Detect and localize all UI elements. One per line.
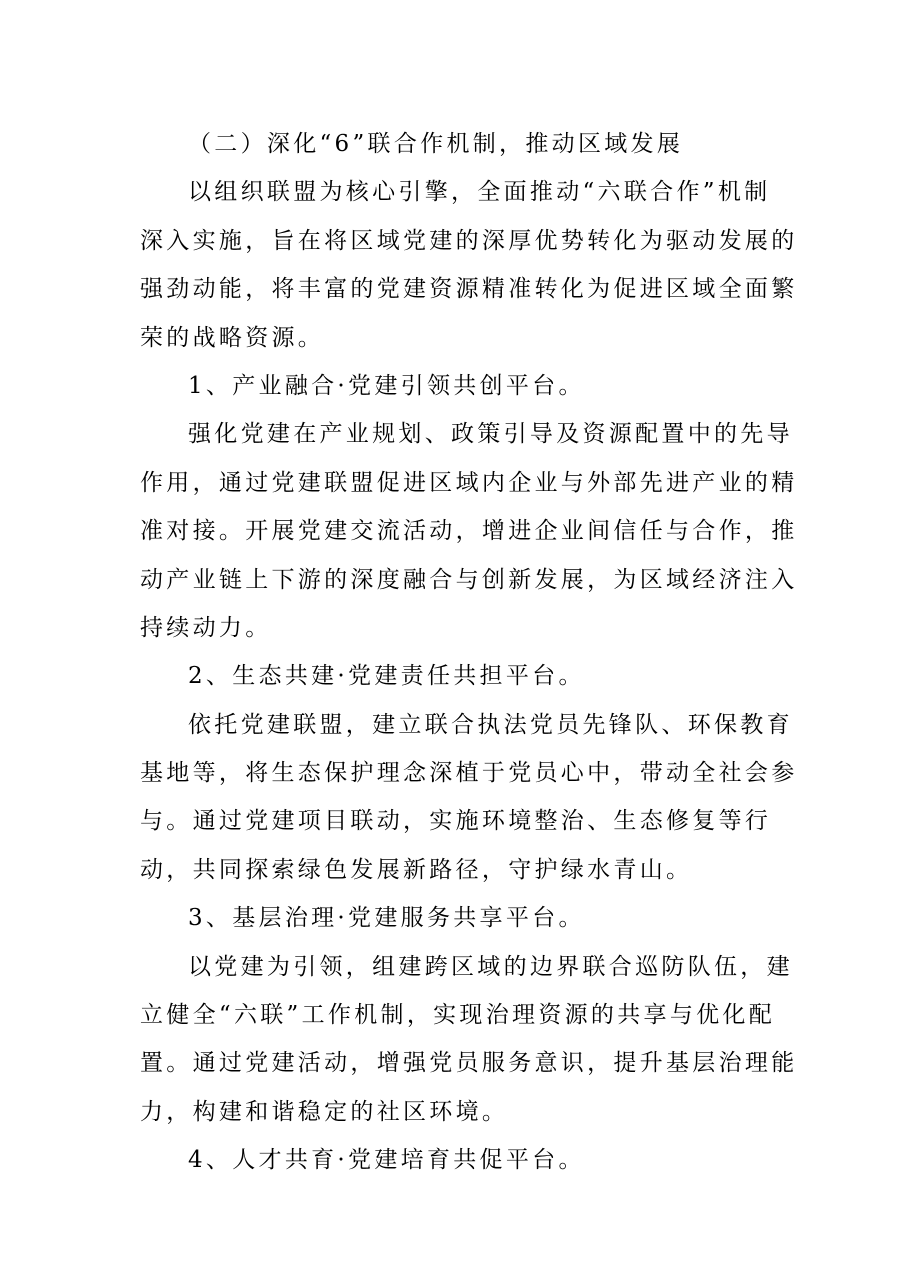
paragraph-line: 准对接。开展党建交流活动，增进企业间信任与合作，推	[140, 518, 798, 545]
paragraph-line: 置。通过党建活动，增强党员服务意识，提升基层治理能	[140, 1050, 798, 1077]
paragraph-line: 依托党建联盟，建立联合执法党员先锋队、环保教育	[188, 711, 793, 738]
paragraph-line: 深入实施，旨在将区域党建的深厚优势转化为驱动发展的	[140, 227, 798, 254]
paragraph-line: 作用，通过党建联盟促进区域内企业与外部先进产业的精	[140, 469, 798, 496]
paragraph-line: 动产业链上下游的深度融合与创新发展，为区域经济注入	[140, 566, 798, 593]
item-paragraph-2	[140, 701, 798, 895]
item-heading-1: 1、产业融合·党建引领共创平台。	[188, 372, 585, 399]
paragraph-line: 动，共同探索绿色发展新路径，守护绿水青山。	[140, 856, 693, 883]
paragraph-line: 力，构建和谐稳定的社区环境。	[140, 1098, 509, 1125]
item-heading-2: 2、生态共建·党建责任共担平台。	[188, 663, 585, 690]
item-paragraph-1	[140, 410, 798, 652]
paragraph-line: 与。通过党建项目联动，实施环境整治、生态修复等行	[140, 808, 772, 835]
paragraph-line: 强化党建在产业规划、政策引导及资源配置中的先导	[188, 421, 793, 448]
paragraph-line: 强劲动能，将丰富的党建资源精准转化为促进区域全面繁	[140, 276, 798, 303]
paragraph-line: 基地等，将生态保护理念深植于党员心中，带动全社会参	[140, 760, 798, 787]
document-body	[140, 120, 798, 1185]
paragraph-line: 持续动力。	[140, 614, 272, 641]
item-heading-3: 3、基层治理·党建服务共享平台。	[188, 905, 585, 932]
intro-paragraph	[140, 168, 798, 362]
item-heading-4: 4、人才共育·党建培育共促平台。	[188, 1147, 585, 1174]
section-heading: （二）深化“6”联合作机制，推动区域发展	[188, 131, 684, 157]
item-paragraph-3	[140, 943, 798, 1137]
paragraph-line: 以党建为引领，组建跨区域的边界联合巡防队伍，建	[188, 953, 793, 980]
paragraph-line: 立健全“六联”工作机制，实现治理资源的共享与优化配	[140, 1002, 776, 1029]
paragraph-line: 以组织联盟为核心引擎，全面推动“六联合作”机制	[188, 179, 771, 206]
paragraph-line: 荣的战略资源。	[140, 324, 325, 351]
